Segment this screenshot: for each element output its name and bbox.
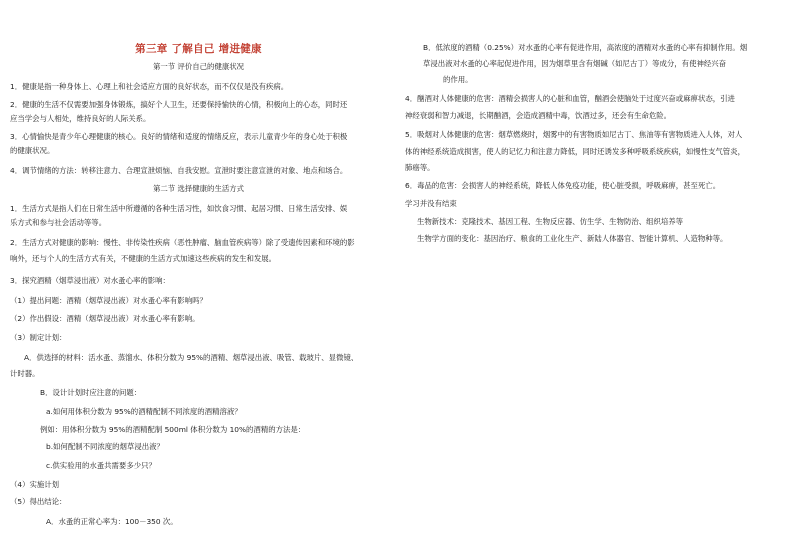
learning-note: 学习并没有结束 xyxy=(405,199,457,208)
biology-changes: 生物学方面的变化：基因治疗、粮食的工业化生产、新陆人体器官、智能计算机、人造物种等。 xyxy=(417,234,728,243)
design-note-c: c.供实验用的水蚤共需要多少只？ xyxy=(46,461,156,470)
alcohol-harm-line-1: 4．酗酒对人体健康的危害：酒精会损害人的心脏和血管，酗酒会使脑处于过度兴奋或麻痹状态，引进 xyxy=(405,94,735,103)
item-2-line-1: 2．生活方式对健康的影响：慢性、非传染性疾病（恶性肿瘤、脑血管疾病等）除了受遗传因素和环境的影 xyxy=(10,238,355,247)
smoking-harm-line-3: 肺癌等。 xyxy=(405,163,435,172)
paragraph-2-line-1: 2．健康的生活不仅需要加强身体锻炼，搞好个人卫生，还要保持愉快的心情，积极向上的心态，同时还 xyxy=(10,100,348,109)
step-4: （4）实施计划 xyxy=(10,480,60,489)
step-1: （1）提出问题：酒精（烟草浸出液）对水蚤心率有影响吗？ xyxy=(10,296,207,305)
conclusion-a: A．水蚤的正常心率为：100－350 次。 xyxy=(46,517,178,526)
bio-technology: 生物新技术：克隆技术、基因工程、生物反应器、仿生学、生物防治、组织培养等 xyxy=(417,217,684,226)
item-1-line-2: 乐方式和参与社会活动等等。 xyxy=(10,218,107,227)
alcohol-harm-line-2: 神经衰弱和智力减退，长期酗酒，会造成酒精中毒，饮酒过多，还会有生命危险。 xyxy=(405,111,672,120)
paragraph-3-line-2: 的健康状况。 xyxy=(10,146,55,155)
step-5: （5）得出结论： xyxy=(10,497,67,506)
item-3: 3．探究酒精（烟草浸出液）对水蚤心率的影响： xyxy=(10,276,170,285)
step-3: （3）制定计划： xyxy=(10,333,67,342)
paragraph-2-line-2: 应当学会与人相处，维持良好的人际关系。 xyxy=(10,114,151,123)
materials-line-2: 计时器。 xyxy=(10,369,40,378)
smoking-harm-line-2: 体的神经系统造成损害，使人的记忆力和注意力降低，同时还诱发多种呼吸系统疾病，如慢性支气管炎， xyxy=(405,147,745,156)
paragraph-4: 4．调节情绪的方法：转移注意力、合理宣泄烦恼、自我安慰。宣泄时要注意宣泄的对象、地点和场合。 xyxy=(10,166,348,175)
item-1-line-1: 1．生活方式是指人们在日常生活中所遵循的各种生活习性，如饮食习惯、起居习惯、日常生活安排、娱 xyxy=(10,204,348,213)
design-note-a: a.如何用体积分数为 95%的酒精配制不同浓度的酒精溶液？ xyxy=(46,407,242,416)
section-2-heading: 第二节 选择健康的生活方式 xyxy=(152,184,245,193)
design-notes: B．设计计划时应注意的问题： xyxy=(40,388,142,397)
smoking-harm-line-1: 5．吸烟对人体健康的危害：烟草燃烧时，烟雾中的有害物质如尼古丁、焦油等有害物质进入人体，对人 xyxy=(405,130,743,139)
item-2-line-2: 响外，还与个人的生活方式有关，不健康的生活方式加速这些疾病的发生和发展。 xyxy=(10,254,277,263)
conclusion-b-line-2: 草浸出液对水蚤的心率起促进作用，因为烟草里含有烟碱（如尼古丁）等成分，有使神经兴奋 xyxy=(423,59,727,68)
paragraph-1: 1．健康是指一种身体上、心理上和社会适应方面的良好状态，而不仅仅是没有疾病。 xyxy=(10,82,289,91)
example-line: 例如：用体积分数为 95%的酒精配制 500ml 体积分数为 10%的酒精的方法是： xyxy=(40,425,306,434)
section-1-heading: 第一节 评价自己的健康状况 xyxy=(152,62,245,71)
conclusion-b-line-3: 的作用。 xyxy=(443,75,473,84)
drug-harm: 6．毒品的危害：会损害人的神经系统，降低人体免疫功能，使心脏受损，呼吸麻痹，甚至死亡。 xyxy=(405,181,721,190)
chapter-title: 第三章 了解自己 增进健康 xyxy=(135,43,262,55)
design-note-b: b.如何配制不同浓度的烟草浸出液？ xyxy=(46,442,164,451)
materials-line-1: A．供选择的材料：活水蚤、蒸馏水、体积分数为 95%的酒精、烟草浸出液、吸管、载玻片、显微镜、 xyxy=(24,353,359,362)
conclusion-b-line-1: B．低浓度的酒精（0.25%）对水蚤的心率有促进作用，高浓度的酒精对水蚤的心率有抑制作用。烟 xyxy=(423,43,748,52)
step-2: （2）作出假设：酒精（烟草浸出液）对水蚤心率有影响。 xyxy=(10,314,200,323)
paragraph-3-line-1: 3．心情愉快是青少年心理健康的核心。良好的情绪和适度的情绪反应，表示儿童青少年的身心处于积极 xyxy=(10,132,348,141)
